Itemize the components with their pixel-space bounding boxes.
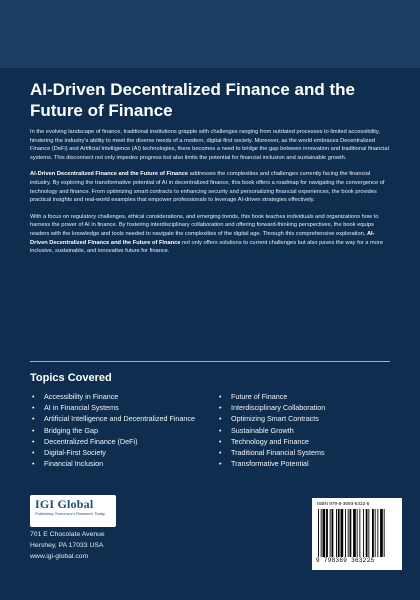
topic-item: • Interdisciplinary Collaboration <box>217 402 397 413</box>
description-paragraph-3 <box>30 213 390 256</box>
section-divider <box>30 361 390 362</box>
topic-item: • Future of Finance <box>217 391 397 402</box>
description-bold-title: AI-Driven Decentralized Finance and the Future of Finance <box>30 171 189 178</box>
topic-item: • Transformative Potential <box>217 458 397 469</box>
logo-tagline: Publishing Tomorrow's Research Today <box>35 511 106 516</box>
description-text: not only offers solutions to current challenges but also paves the way for a more inclusive, sustainable, and innovative future for finance. <box>30 239 383 255</box>
topic-item: • Bridging the Gap <box>30 425 210 436</box>
book-description <box>30 128 390 264</box>
publisher-website: www.igi-global.com <box>30 552 89 560</box>
igi-global-logo <box>30 495 116 527</box>
topics-list-left <box>30 391 210 469</box>
top-color-band <box>0 0 420 68</box>
address-line: 701 E Chocolate Avenue <box>30 531 105 538</box>
publisher-address <box>30 530 105 562</box>
topic-item: • Decentralized Finance (DeFi) <box>30 436 210 447</box>
topics-heading: Topics Covered <box>30 372 112 384</box>
topic-item: • Optimizing Smart Contracts <box>217 413 397 424</box>
topic-item: • Financial Inclusion <box>30 458 210 469</box>
description-paragraph-1: In the evolving landscape of finance, traditional institutions grapple with challenges ranging from outdated processes to limited accessibility, hindering the industry's ability to meet the diverse needs of a modern, digital-first society. Moreover, as the world embraces Decentralized Finance (DeFi) and Artificial Intelligence (AI) technologies, there becomes a need to bridge the gap between innovation and traditional financial systems. This disconnect not only impedes progress but also limits the potential for financial inclusion and sustainable growth. <box>30 129 389 161</box>
topic-item: • Sustainable Growth <box>217 425 397 436</box>
isbn-barcode <box>312 498 402 570</box>
description-paragraph-2 <box>30 170 390 204</box>
topic-item: • Traditional Financial Systems <box>217 447 397 458</box>
description-bold-title: AI-Driven Decentralized Finance and the Future of Finance <box>30 230 375 246</box>
book-title: AI-Driven Decentralized Finance and the Future of Finance <box>30 80 355 120</box>
barcode-digits: 9 798369 363225 <box>316 557 375 564</box>
barcode-bars <box>316 509 398 557</box>
topic-item: • Technology and Finance <box>217 436 397 447</box>
topic-item: • Digital-First Society <box>30 447 210 458</box>
topic-item: • Accessibility in Finance <box>30 391 210 402</box>
address-line: Hershey, PA 17033 USA <box>30 541 104 549</box>
description-text: With a focus on regulatory challenges, ethical considerations, and emerging trends, this book teaches individuals and organizations how to harness the power of AI in finance. By fostering interdisciplinary collaboration and offering forward-thinking perspectives, the book equips readers with the knowledge and tools needed to navigate the complexities of the digital age. Through this comprehensive exploration, <box>30 213 379 237</box>
description-text: addresses the complexities and challenges currently facing the financial industry. By exploring the transformative potential of AI in decentralized finance, this book offers a roadmap for navigating the convergence of technology and finance. From optimizing smart contracts to enhancing security and personalizing financial experiences, the book provides practical insights and real-world examples that empower professionals to leverage AI-driven strategies effectively. <box>30 171 385 204</box>
logo-name: IGI Global <box>35 497 94 511</box>
topic-item: • AI in Financial Systems <box>30 402 210 413</box>
topics-list-right <box>217 391 397 469</box>
isbn-label: ISBN 979-8-3693-6322-5 <box>317 501 370 506</box>
topic-item: • Artificial Intelligence and Decentralized Finance <box>30 413 210 424</box>
